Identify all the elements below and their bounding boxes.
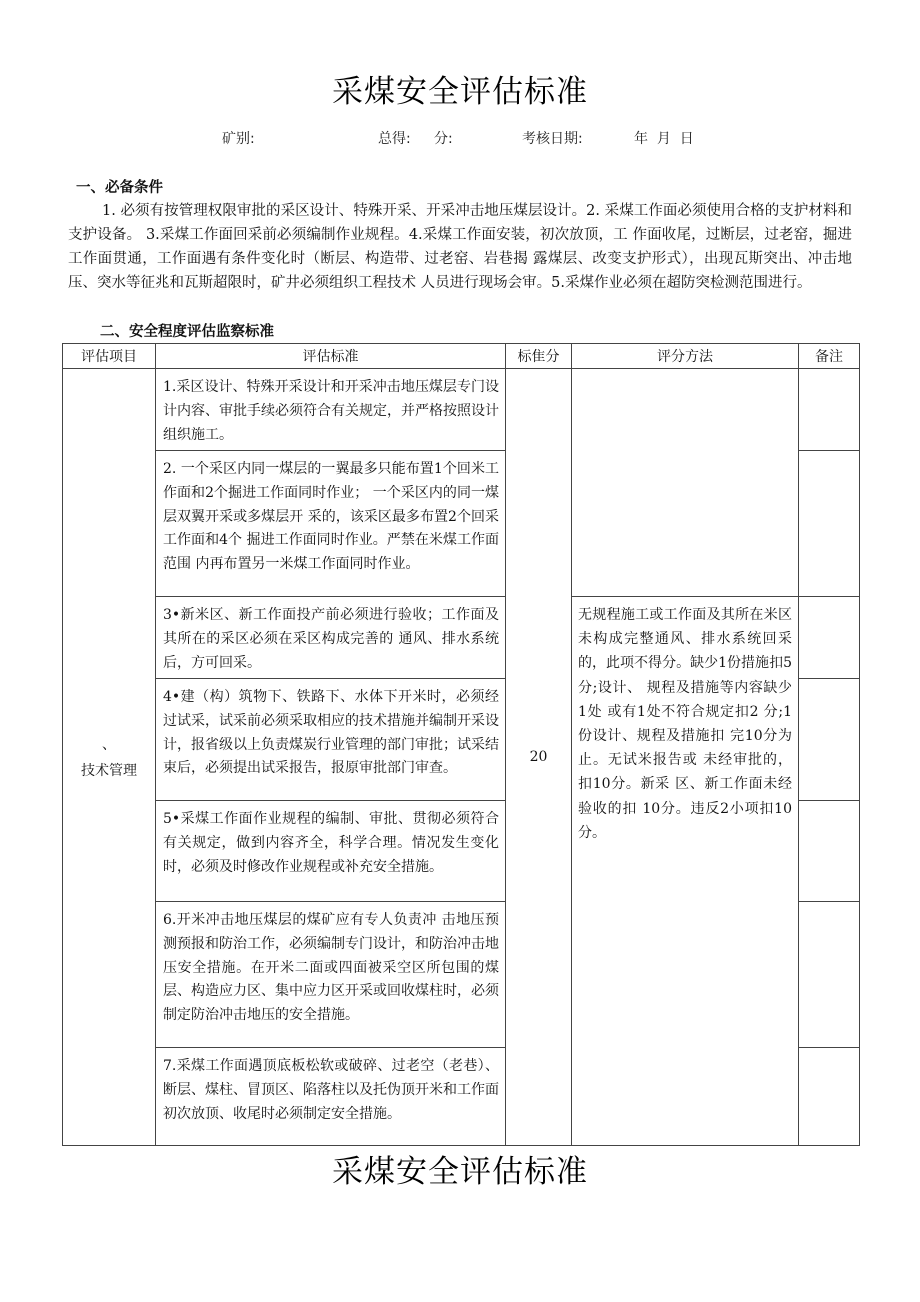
project-name: 技术管理 [81,763,137,779]
header-score: 标隹分 [506,344,572,369]
remark-cell [799,1048,860,1146]
score-unit-label: 分: [434,131,453,147]
section-assessment-standard-title: 二、安全程度评估监察标准 [100,324,274,340]
total-score-label: 总得: [378,131,411,147]
scoring-method-cell: 无规程施工或工作面及其所在米区未构成完整通风、排水系统回采的，此项不得分。缺少1份措施扣5分;设计、 规程及措施等内容缺少1处 或有1处不符合规定扣2 分;1份设计、规程及措施扣 完10分为止。无试米报告或 未经审批的，扣10分。新采 区、新工作面未经验收的扣 10分。违反2小项扣10分。 [572,597,799,1146]
header-method: 评分方法 [572,344,799,369]
remark-cell [799,679,860,801]
table-row [63,597,860,679]
remark-cell [799,451,860,597]
table-header-row [63,344,860,369]
remark-cell [799,369,860,451]
assessment-table [62,343,860,1146]
standard-cell: 5•采煤工作面作业规程的编制、审批、贯彻必须符合有关规定，做到内容齐全，科学合理。情况发生变化时，必须及时修改作业规程或补充安全措施。 [156,801,506,902]
header-standard: 评估标准 [156,344,506,369]
standard-cell: 6.开米冲击地压煤层的煤矿应有专人负责冲 击地压预测预报和防治工作，必须编制专门设计，和防治冲击地压安全措施。在开米二面或四面被采空区所包围的煤层、构造应力区、集中应力区开采或回收煤柱时，必须制定防治冲击地压的安全措施。 [156,902,506,1048]
exam-date-label: 考核日期: [522,131,583,147]
table-row [63,369,860,451]
standard-cell: 7.采煤工作面遇顶底板松软或破碎、过老空（老巷）、断层、煤柱、冒顶区、陷落柱以及托伪顶开米和工作面初次放顶、收尾时必须制定安全措施。 [156,1048,506,1146]
standard-cell: 4•建（构）筑物下、铁路下、水体下开米时，必须经过试采，试采前必须采取相应的技术措施并编制开采设计，报省级以上负责煤炭行业管理的部门审批；试采结束后，必须提出试采报告，报原审批部门审查。 [156,679,506,801]
project-cell [63,369,156,1146]
header-remark: 备注 [799,344,860,369]
mine-label: 矿别: [222,131,255,147]
remark-cell [799,902,860,1048]
remark-cell [799,801,860,902]
exam-date-value: 年 月 日 [634,131,694,147]
project-mark: 、 [102,737,116,753]
standard-cell: 2. 一个采区内同一煤层的一翼最多只能布置1个回米工作面和2个掘进工作面同时作业； 一个采区内的同一煤层双翼开采或多煤层开 采的，该采区最多布置2个回采工作面和4个 掘进工作面同时作业。严禁在米煤工作面范围 内再布置另一米煤工作面同时作业。 [156,451,506,597]
required-conditions-text: 1. 必须有按管理权限审批的采区设计、特殊开采、开采冲击地压煤层设计。2. 采煤工作面必须使用合格的支护材料和支护设备。 3.采煤工作面回采前必须编制作业规程。4.采煤工作面安装，初次放顶，工 作面收尾，过断层，过老窑，掘进工作面贯通，工作面遇有条件变化时（断层、构造带、过老窑、岩巷揭 露煤层、改变支护形式），出现瓦斯突出、冲击地压、突水等征兆和瓦斯超限时，矿井必须组织工程技术 人员进行现场会审。5.采煤作业必须在超防突检测范围进行。 [68,203,852,291]
remark-cell [799,597,860,679]
header-project: 评估项目 [63,344,156,369]
section-required-conditions-title: 一、必备条件 [76,180,163,196]
standard-cell: 1.采区设计、特殊开采设计和开采冲击地压煤层专门设计内容、审批手续必须符合有关规定，并严格按照设计组织施工。 [156,369,506,451]
method-blank-cell [572,369,799,597]
page-title: 采煤安全评估标准 [332,74,588,110]
repeated-page-title: 采煤安全评估标准 [332,1154,588,1190]
standard-cell: 3•新米区、新工作面投产前必须进行验收；工作面及其所在的采区必须在采区构成完善的 通风、排水系统后，方可回采。 [156,597,506,679]
score-cell: 20 [506,369,572,1146]
